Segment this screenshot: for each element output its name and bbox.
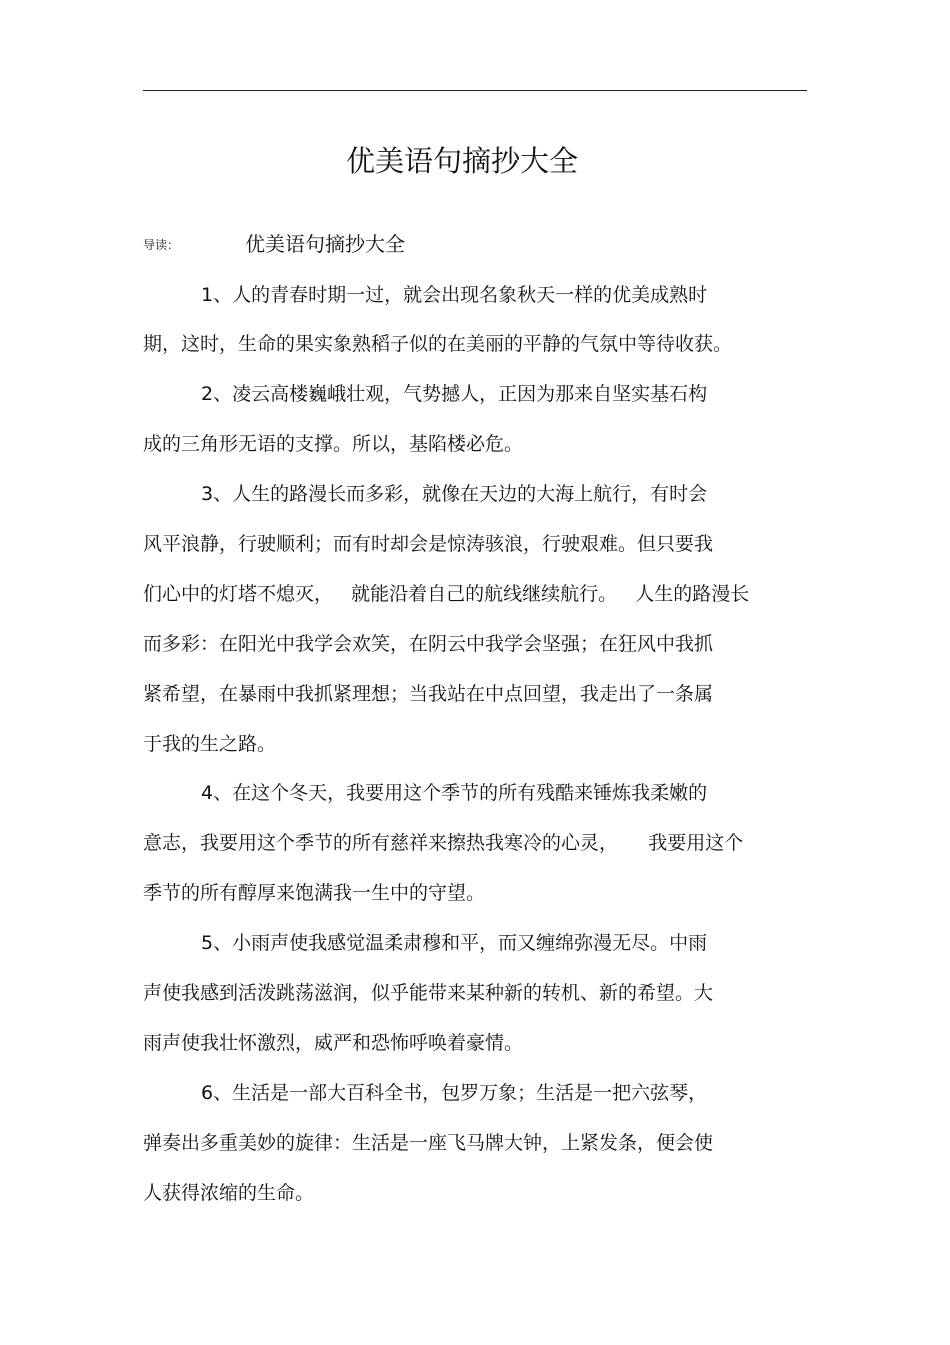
paragraph-5-line-1: 5、小雨声使我感觉温柔肃穆和平，而又缠绵弥漫无尽。中雨 [201, 932, 708, 954]
paragraph-1-line-2: 期，这时，生命的果实象熟稻子似的在美丽的平静的气氛中等待收获。 [143, 333, 733, 355]
paragraph-3-line-1: 3、人生的路漫长而多彩，就像在天边的大海上航行，有时会 [201, 483, 708, 505]
paragraph-1-line-1: 1、人的青春时期一过，就会出现名象秋天一样的优美成熟时 [201, 284, 708, 306]
paragraph-3-line-5: 紧希望，在暴雨中我抓紧理想；当我站在中点回望，我走出了一条属 [143, 683, 714, 705]
paragraph-5-line-3: 雨声使我壮怀激烈，威严和恐怖呼唤着豪情。 [143, 1032, 524, 1054]
paragraph-2-line-1: 2、凌云高楼巍峨壮观，气势撼人，正因为那来自坚实基石构 [201, 383, 708, 405]
paragraph-3-line-4: 而多彩：在阳光中我学会欢笑，在阴云中我学会坚强；在狂风中我抓 [143, 633, 714, 655]
paragraph-2-line-2: 成的三角形无语的支撑。所以，基陷楼必危。 [143, 433, 524, 455]
document-title: 优美语句摘抄大全 [345, 144, 578, 178]
paragraph-4-line-3: 季节的所有醇厚来饱满我一生中的守望。 [143, 882, 486, 904]
paragraph-4-line-1: 4、在这个冬天，我要用这个季节的所有残酷来锤炼我柔嫩的 [201, 782, 708, 804]
paragraph-3-line-3: 们心中的灯塔不熄灭， 就能沿着自己的航线继续航行。 人生的路漫长 [143, 583, 750, 605]
paragraph-3-line-2: 风平浪静，行驶顺利；而有时却会是惊涛骇浪，行驶艰难。但只要我 [143, 533, 714, 555]
paragraph-5-line-2: 声使我感到活泼跳荡滋润，似乎能带来某种新的转机、新的希望。大 [143, 982, 714, 1004]
intro-label: 导读： [143, 238, 180, 252]
intro-text: 优美语句摘抄大全 [245, 232, 405, 256]
paragraph-6-line-1: 6、生活是一部大百科全书，包罗万象；生活是一把六弦琴， [201, 1082, 708, 1104]
header-rule [143, 90, 807, 91]
paragraph-3-line-6: 于我的生之路。 [143, 733, 277, 755]
paragraph-6-line-3: 人获得浓缩的生命。 [143, 1182, 315, 1204]
paragraph-6-line-2: 弹奏出多重美妙的旋律：生活是一座飞马牌大钟，上紧发条，便会使 [143, 1132, 714, 1154]
paragraph-4-line-2: 意志，我要用这个季节的所有慈祥来擦热我寒冷的心灵， 我要用这个 [143, 832, 744, 854]
